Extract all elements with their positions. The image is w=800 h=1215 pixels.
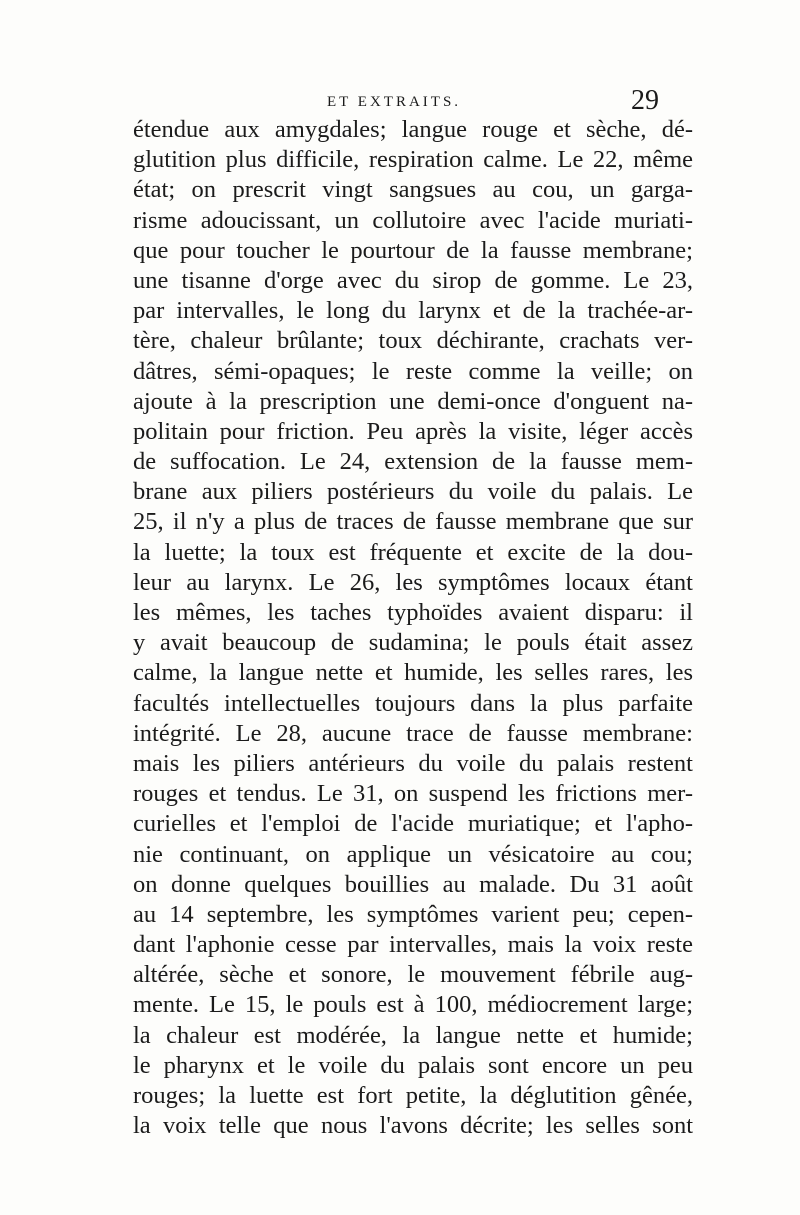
text-line: y avait beaucoup de sudamina; le pouls était assez <box>133 629 693 657</box>
text-line: rouges; la luette est fort petite, la déglutition gênée, <box>133 1082 693 1109</box>
text-line: mais les piliers antérieurs du voile du palais restent <box>133 749 693 777</box>
text-line: risme adoucissant, un collutoire avec l'acide muriati- <box>133 206 693 234</box>
text-line: politain pour friction. Peu après la visite, léger accès <box>133 417 693 445</box>
text-line: une tisanne d'orge avec du sirop de gomme. Le 23, <box>133 266 693 294</box>
text-line: que pour toucher le pourtour de la fausse membrane; <box>133 236 693 264</box>
text-line: curielles et l'emploi de l'acide muriatique; et l'apho- <box>133 810 693 838</box>
text-line: tère, chaleur brûlante; toux déchirante, crachats ver- <box>133 327 693 355</box>
text-line: 25, il n'y a plus de traces de fausse membrane que sur <box>133 508 693 536</box>
text-line: dant l'aphonie cesse par intervalles, mais la voix reste <box>133 931 693 959</box>
text-line: leur au larynx. Le 26, les symptômes locaux étant <box>133 568 693 596</box>
page-number: 29 <box>631 85 659 116</box>
text-line: glutition plus difficile, respiration calme. Le 22, même <box>133 146 693 174</box>
text-line: par intervalles, le long du larynx et de la trachée-ar- <box>133 297 693 325</box>
text-line: étendue aux amygdales; langue rouge et sèche, dé- <box>133 116 693 143</box>
text-line: mente. Le 15, le pouls est à 100, médiocrement large; <box>133 991 693 1019</box>
text-line: intégrité. Le 28, aucune trace de fausse membrane: <box>133 719 693 747</box>
text-line: ajoute à la prescription une demi-once d'onguent na- <box>133 387 693 415</box>
text-line: le pharynx et le voile du palais sont encore un peu <box>133 1051 693 1079</box>
text-line: la luette; la toux est fréquente et excite de la dou- <box>133 538 693 566</box>
text-line: état; on prescrit vingt sangsues au cou, un garga- <box>133 176 693 204</box>
text-line: la voix telle que nous l'avons décrite; les selles sont <box>133 1112 693 1140</box>
text-line: de suffocation. Le 24, extension de la fausse mem- <box>133 448 693 476</box>
text-line: les mêmes, les taches typhoïdes avaient disparu: il <box>133 599 693 626</box>
text-line: nie continuant, on applique un vésicatoire au cou; <box>133 840 693 868</box>
text-line: au 14 septembre, les symptômes varient peu; cepen- <box>133 900 693 928</box>
text-line: on donne quelques bouillies au malade. Du 31 août <box>133 870 693 898</box>
text-line: la chaleur est modérée, la langue nette et humide; <box>133 1021 693 1049</box>
text-line: dâtres, sémi-opaques; le reste comme la veille; on <box>133 357 693 385</box>
text-line: facultés intellectuelles toujours dans la plus parfaite <box>133 689 693 717</box>
text-line: brane aux piliers postérieurs du voile du palais. Le <box>133 478 693 506</box>
body-text <box>133 115 693 1141</box>
text-line: altérée, sèche et sonore, le mouvement fébrile aug- <box>133 961 693 989</box>
text-line: rouges et tendus. Le 31, on suspend les frictions mer- <box>133 780 693 808</box>
text-line: calme, la langue nette et humide, les selles rares, les <box>133 659 693 687</box>
running-head: ET EXTRAITS. <box>327 94 462 110</box>
